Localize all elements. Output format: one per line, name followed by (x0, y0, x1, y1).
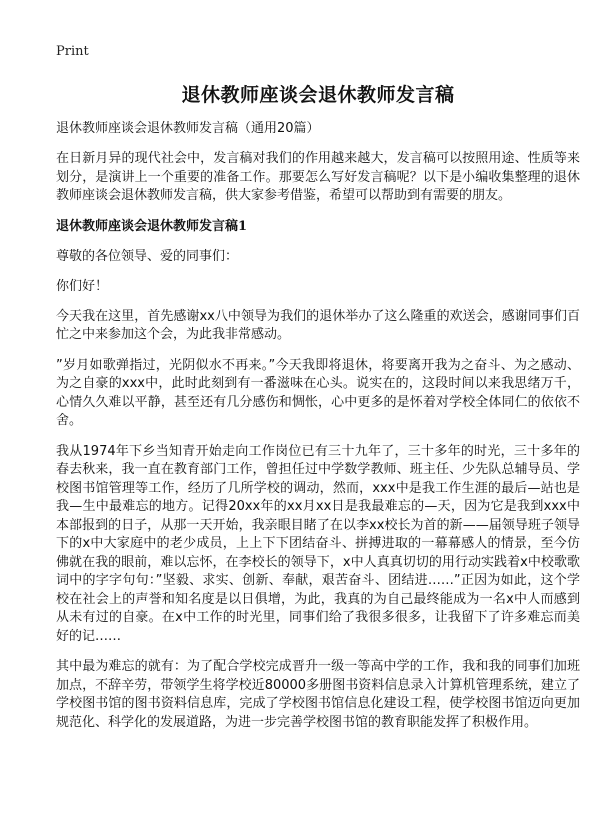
document-subtitle: 退休教师座谈会退休教师发言稿（通用20篇） (56, 121, 320, 136)
body-paragraph-4: 其中最为难忘的就有：为了配合学校完成晋升一级一等高中学的工作，我和我的同事们加班加点，不辞辛劳，带领学生将学校近80000多册图书资料信息录入计算机管理系统，建立了学校图书馆的图书资料信息库，完成了学校图书馆信息化建设工程，使学校图书馆迈向更加规范化、科学化的发展道路，为进一步完善学校图书馆的教育职能发挥了积极作用。 (56, 659, 580, 730)
document-body (56, 120, 580, 744)
print-link[interactable]: Print (56, 44, 89, 59)
hello-line: 你们好！ (56, 278, 109, 294)
body-paragraph-3: 我从1974年下乡当知青开始走向工作岗位已有三十九年了，三十多年的时光，三十多年的春去秋来，我一直在教育部门工作，曾担任过中学数学教师、班主任、少先队总辅导员、学校图书馆管理等工作，经历了几所学校的调动，然而，xxx中是我工作生涯的最后—站也是我—生中最难忘的地方。记得20xx年的xx月xx日是我最难忘的—天，因为它是我到xxx中本部报到的日子，从那一天开始，我亲眼目睹了在以李xx校长为首的新——届领导班子领导下的x中大家庭中的老少成员，上上下下团结奋斗、拼搏进取的一幕幕感人的情景，至今仿佛就在我的眼前，难以忘怀，在李校长的领导下，x中人真真切切的用行动实践着x中校歌歌词中的字字句句：”坚毅、求实、创新、奉献，艰苦奋斗、团结进……”正因为如此，这个学校在社会上的声誉和知名度是以日俱增，为此，我真的为自己最终能成为一名x中人而感到从未有过的自豪。在x中工作的时光里，同事们给了我很多很多，让我留下了许多难忘而美好的记…… (56, 443, 580, 644)
body-paragraph-2: ”岁月如歌弹指过，光阴似水不再来。”今天我即将退休，将要离开我为之奋斗、为之感动、为之自豪的xxx中，此时此刻到有一番滋味在心头。说实在的，这段时间以来我思绪万千，心情久久难以平静，甚至还有几分感伤和惆怅，心中更多的是怀着对学校全体同仁的依依不舍。 (56, 357, 580, 428)
greeting-line: 尊敬的各位领导、爱的同事们： (56, 248, 239, 264)
section-heading: 退休教师座谈会退休教师发言稿1 (56, 218, 248, 234)
intro-paragraph: 在日新月异的现代社会中，发言稿对我们的作用越来越大，发言稿可以按照用途、性质等来划分，是演讲上一个重要的准备工作。那要怎么写好发言稿呢？以下是小编收集整理的退休教师座谈会退休教师发言稿，供大家参考借鉴，希望可以帮助到有需要的朋友。 (56, 151, 580, 203)
body-paragraph-1: 今天我在这里，首先感谢xx八中领导为我们的退休举办了这么隆重的欢送会，感谢同事们百忙之中来参加这个会，为此我非常感动。 (56, 308, 580, 342)
page-title: 退休教师座谈会退休教师发言稿 (181, 84, 455, 106)
